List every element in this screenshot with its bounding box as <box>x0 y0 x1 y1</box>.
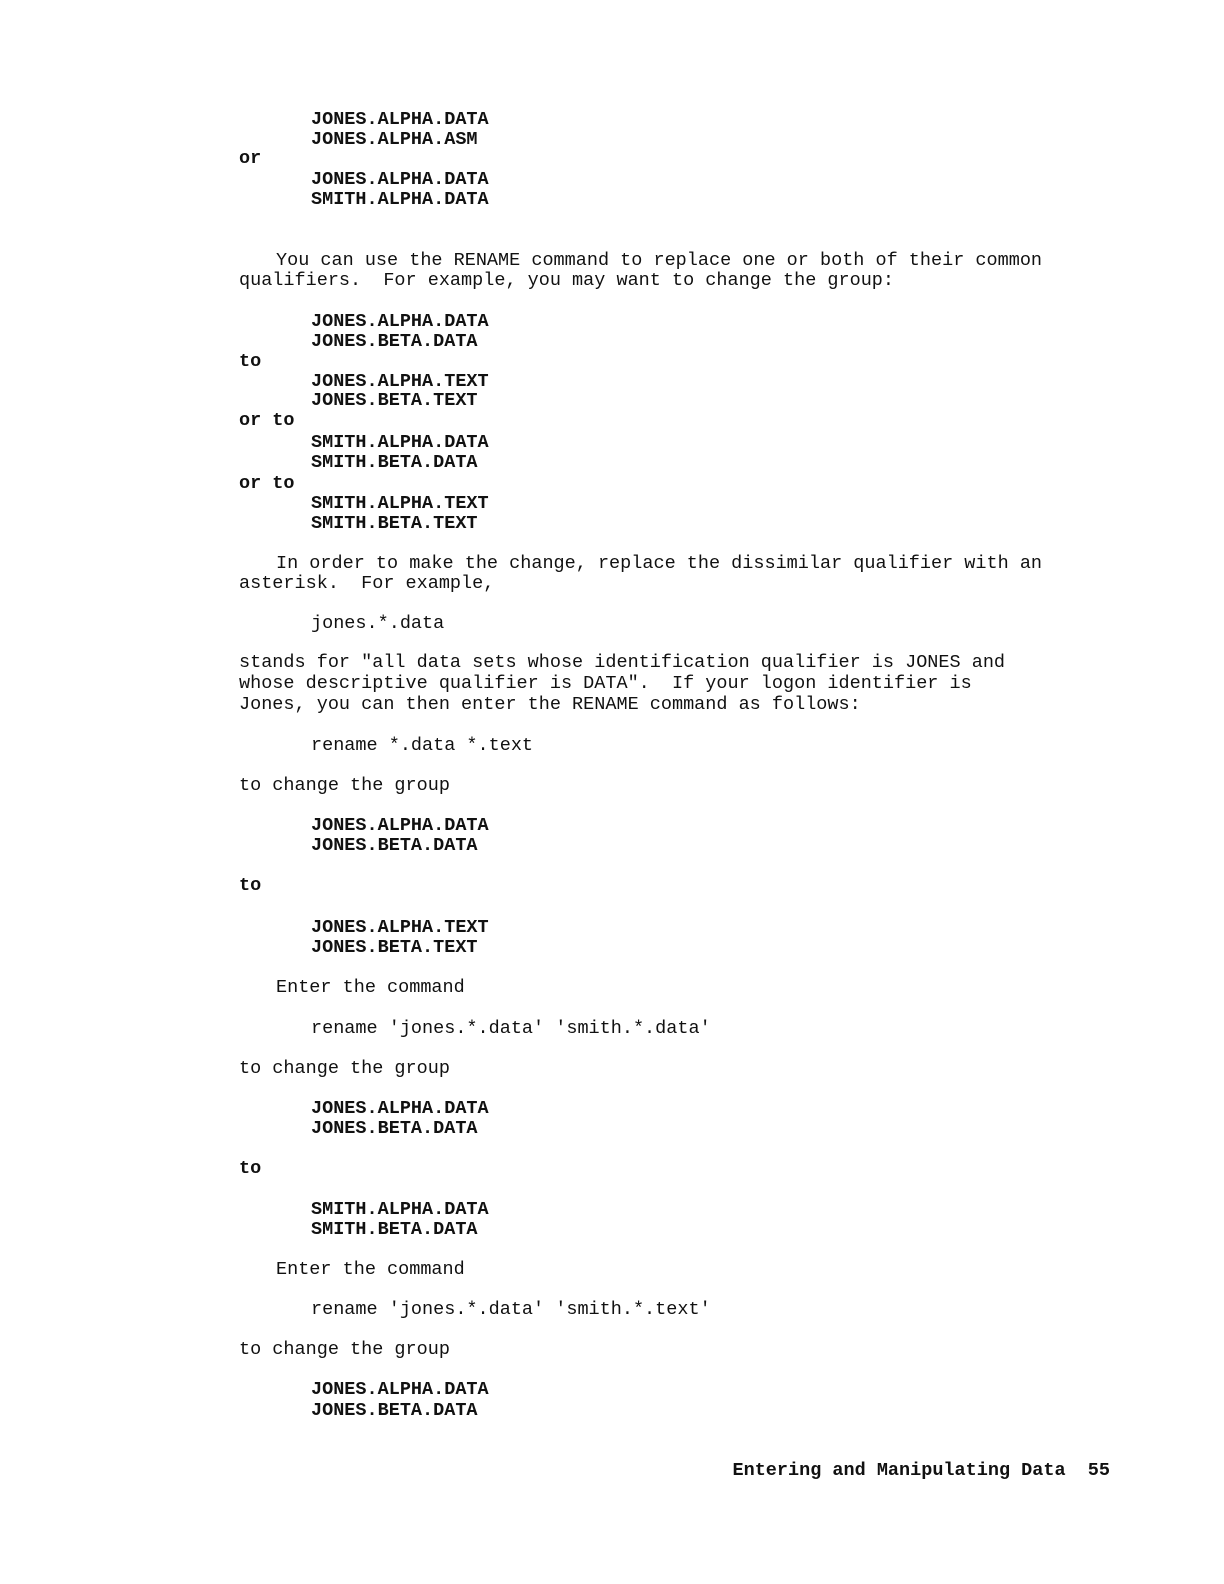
connector-text: to change the group <box>239 1058 450 1079</box>
connector-text: or <box>239 148 262 169</box>
dataset-name: JONES.ALPHA.TEXT <box>311 371 489 392</box>
command-example: rename *.data *.text <box>311 735 534 756</box>
dataset-name: JONES.ALPHA.DATA <box>311 311 489 332</box>
connector-text: to <box>239 351 262 372</box>
dataset-name: SMITH.BETA.DATA <box>311 452 478 473</box>
paragraph-line: Jones, you can then enter the RENAME command as follows: <box>239 694 861 715</box>
paragraph-line: whose descriptive qualifier is DATA". If your logon identifier is <box>239 673 972 694</box>
connector-text: to change the group <box>239 1339 450 1360</box>
dataset-name: JONES.ALPHA.DATA <box>311 815 489 836</box>
dataset-name: JONES.BETA.TEXT <box>311 390 478 411</box>
dataset-name: SMITH.BETA.DATA <box>311 1219 478 1240</box>
dataset-name: JONES.BETA.DATA <box>311 1400 478 1421</box>
dataset-name: SMITH.ALPHA.TEXT <box>311 493 489 514</box>
connector-text: or to <box>239 473 295 494</box>
dataset-name: JONES.ALPHA.DATA <box>311 109 489 130</box>
connector-text: to change the group <box>239 775 450 796</box>
dataset-name: JONES.BETA.DATA <box>311 1118 478 1139</box>
paragraph-line: You can use the RENAME command to replace one or both of their common <box>276 250 1043 271</box>
dataset-name: JONES.ALPHA.TEXT <box>311 917 489 938</box>
instruction-text: Enter the command <box>276 1259 465 1280</box>
dataset-name: JONES.BETA.TEXT <box>311 937 478 958</box>
instruction-text: Enter the command <box>276 977 465 998</box>
dataset-name: SMITH.ALPHA.DATA <box>311 189 489 210</box>
dataset-name: JONES.ALPHA.DATA <box>311 169 489 190</box>
connector-text: or to <box>239 410 295 431</box>
footer-title: Entering and Manipulating Data <box>732 1460 1066 1481</box>
connector-text: to <box>239 1158 262 1179</box>
page-number: 55 <box>1087 1460 1110 1481</box>
dataset-name: SMITH.ALPHA.DATA <box>311 432 489 453</box>
dataset-name: JONES.BETA.DATA <box>311 331 478 352</box>
paragraph-line: stands for "all data sets whose identification qualifier is JONES and <box>239 652 1006 673</box>
paragraph-line: In order to make the change, replace the dissimilar qualifier with an <box>276 553 1043 574</box>
command-example: rename 'jones.*.data' 'smith.*.text' <box>311 1299 711 1320</box>
dataset-name: SMITH.ALPHA.DATA <box>311 1199 489 1220</box>
dataset-name: JONES.ALPHA.ASM <box>311 129 478 150</box>
paragraph-line: qualifiers. For example, you may want to change the group: <box>239 270 895 291</box>
dataset-name: JONES.BETA.DATA <box>311 835 478 856</box>
example-code: jones.*.data <box>311 613 445 634</box>
command-example: rename 'jones.*.data' 'smith.*.data' <box>311 1018 711 1039</box>
dataset-name: JONES.ALPHA.DATA <box>311 1379 489 1400</box>
connector-text: to <box>239 875 262 896</box>
page-footer <box>733 1461 1111 1481</box>
dataset-name: JONES.ALPHA.DATA <box>311 1098 489 1119</box>
dataset-name: SMITH.BETA.TEXT <box>311 513 478 534</box>
paragraph-line: asterisk. For example, <box>239 573 495 594</box>
